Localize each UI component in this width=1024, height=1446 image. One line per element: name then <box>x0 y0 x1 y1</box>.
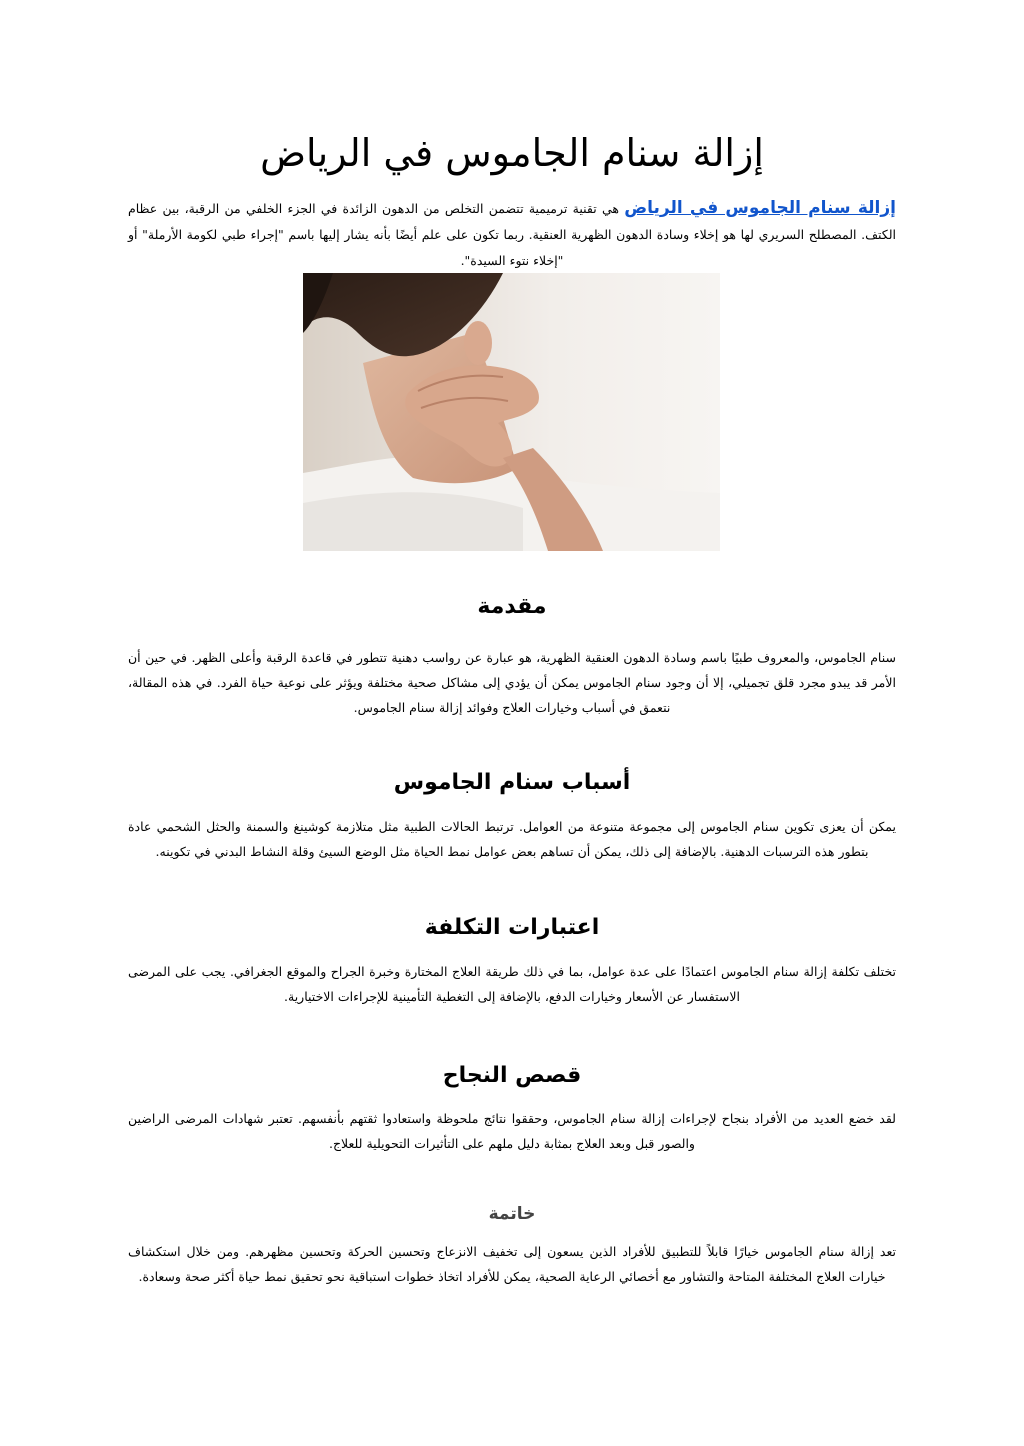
page-title: إزالة سنام الجاموس في الرياض <box>260 131 764 175</box>
neck-photo <box>303 273 720 551</box>
intro-text: هي تقنية ترميمية تتضمن التخلص من الدهون الزائدة في الجزء الخلفي من الرقبة، بين عظام الكتف. المصطلح السريري لها هو إخلاء وسادة الدهون الظهرية العنقية. ربما تكون على علم أيضًا بأنه يشار إليها باسم "إجراء طبي لكومة الأرملة" أو "إخلاء نتوء السيدة". <box>128 201 896 268</box>
section-heading-conclusion: خاتمة <box>488 1204 536 1224</box>
section-heading-intro: مقدمة <box>477 594 547 619</box>
intro-paragraph <box>128 195 896 274</box>
section-heading-success: قصص النجاح <box>442 1063 582 1088</box>
section-body-success: لقد خضع العديد من الأفراد بنجاح لإجراءات إزالة سنام الجاموس، وحققوا نتائج ملحوظة واستعادوا ثقتهم بأنفسهم. تعتبر شهادات المرضى الراضين والصور قبل وبعد العلاج بمثابة دليل ملهم على التأثيرات التحويلية للعلاج. <box>128 1111 896 1151</box>
intro-link[interactable]: إزالة سنام الجاموس في الرياض <box>624 198 896 218</box>
section-heading-causes: أسباب سنام الجاموس <box>393 770 631 795</box>
section-heading-cost: اعتبارات التكلفة <box>424 915 600 940</box>
section-body-causes: يمكن أن يعزى تكوين سنام الجاموس إلى مجموعة متنوعة من العوامل. ترتبط الحالات الطبية مثل متلازمة كوشينغ والسمنة والحثل الشحمي عادة بتطور هذه الترسبات الدهنية. بالإضافة إلى ذلك، يمكن أن تساهم بعض عوامل نمط الحياة مثل الوضع السيئ وقلة النشاط البدني في تكوينه. <box>128 819 896 859</box>
section-body-conclusion: تعد إزالة سنام الجاموس خيارًا قابلاً للتطبيق للأفراد الذين يسعون إلى تخفيف الانزعاج وتحسين الحركة وتحسين مظهرهم. ومن خلال استكشاف خيارات العلاج المختلفة المتاحة والتشاور مع أخصائي الرعاية الصحية، يمكن للأفراد اتخاذ خطوات استباقية نحو تحقيق نمط حياة أكثر صحة وسعادة. <box>128 1244 896 1284</box>
section-body-cost: تختلف تكلفة إزالة سنام الجاموس اعتمادًا على عدة عوامل، بما في ذلك طريقة العلاج المختارة وخبرة الجراح والموقع الجغرافي. يجب على المرضى الاستفسار عن الأسعار وخيارات الدفع، بالإضافة إلى التغطية التأمينية للإجراءات الاختيارية. <box>128 964 896 1004</box>
neck-photo-illustration <box>303 273 720 551</box>
section-body-intro: سنام الجاموس، والمعروف طبيًا باسم وسادة الدهون العنقية الظهرية، هو عبارة عن رواسب دهنية تتطور في قاعدة الرقبة وأعلى الظهر. في حين أن الأمر قد يبدو مجرد قلق تجميلي، إلا أن وجود سنام الجاموس يمكن أن يؤدي إلى مشاكل صحية مختلفة ويؤثر على نوعية حياة الفرد. في هذه المقالة، نتعمق في أسباب وخيارات العلاج وفوائد إزالة سنام الجاموس. <box>128 650 896 715</box>
